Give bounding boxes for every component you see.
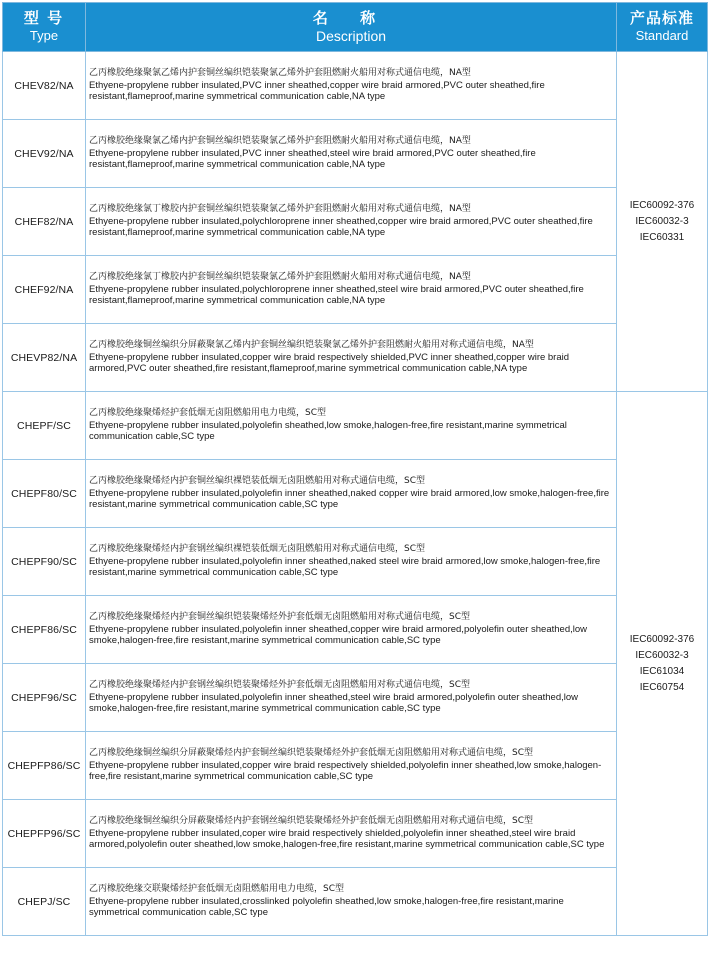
type-cell: CHEPFP96/SC: [3, 800, 86, 868]
description-cell: [86, 596, 617, 664]
table-row: [3, 392, 708, 460]
table-row: [3, 188, 708, 256]
table-row: [3, 732, 708, 800]
standard-line: IEC60092-376: [629, 199, 695, 211]
table-row: [3, 868, 708, 936]
table-row: [3, 800, 708, 868]
description-en: Ethyene-propylene rubber insulated,polyolefin inner sheathed,steel wire braid armored,polyolefin outer sheathed,low smoke,halogen-free,fire resistant,marine symmetrical communication cable,SC type: [89, 691, 579, 715]
type-cell: CHEPJ/SC: [3, 868, 86, 936]
standard-line: IEC60331: [639, 231, 685, 243]
cable-table: [2, 2, 708, 936]
standard-line: IEC61034: [639, 665, 685, 677]
description-cell: [86, 800, 617, 868]
header-description-en: Description: [315, 28, 387, 44]
header-description: [86, 3, 617, 52]
description-en: Ethyene-propylene rubber insulated,polyolefin inner sheathed,naked copper wire braid armored,low smoke,halogen-free,fire resistant,marine symmetrical communication cable,SC type: [89, 487, 610, 511]
description-en: Ethyene-propylene rubber insulated,polyolefin inner sheathed,naked steel wire braid armored,low smoke,halogen-free,fire resistant,marine symmetrical communication cable,SC type: [89, 555, 601, 579]
description-cell: [86, 528, 617, 596]
description-zh: 乙丙橡胶绝缘氯丁橡胶内护套铜丝编织铠装聚氯乙烯外护套阻燃耐火船用对称式通信电缆，NA型: [89, 272, 471, 283]
description-en: Ethyene-propylene rubber insulated,polychloroprene inner sheathed,copper wire braid armored,PVC outer sheathed,fire resistant,flameproof,marine symmetrical communication cable,NA type: [89, 215, 593, 239]
type-cell: CHEPF96/SC: [3, 664, 86, 732]
table-row: [3, 460, 708, 528]
description-zh: 乙丙橡胶绝缘聚烯烃护套低烟无卤阻燃船用电力电缆，SC型: [89, 408, 326, 419]
table-row: [3, 256, 708, 324]
description-en: Ethyene-propylene rubber insulated,polychloroprene inner sheathed,steel wire braid armored,PVC outer sheathed,fire resistant,flameproof,marine symmetrical communication cable,NA type: [89, 283, 584, 307]
description-zh: 乙丙橡胶绝缘铜丝编织分屏蔽聚氯乙烯内护套铜丝编织铠装聚氯乙烯外护套阻燃耐火船用对称式通信电缆，NA型: [89, 340, 534, 351]
description-zh: 乙丙橡胶绝缘聚烯烃内护套铜丝编织铠装聚烯烃外护套低烟无卤阻燃船用对称式通信电缆，SC型: [89, 612, 470, 623]
header-type: [3, 3, 86, 52]
description-en: Ethyene-propylene rubber insulated,PVC inner sheathed,steel wire braid armored,PVC outer sheathed,fire resistant,flameproof,marine symmetrical communication cable,NA type: [89, 147, 536, 171]
table-row: [3, 324, 708, 392]
type-cell: CHEV92/NA: [3, 120, 86, 188]
table-body: [3, 52, 708, 936]
description-zh: 乙丙橡胶绝缘铜丝编织分屏蔽聚烯烃内护套钢丝编织铠装聚烯烃外护套低烟无卤阻燃船用对称式通信电缆，SC型: [89, 816, 533, 827]
header-type-zh: 型 号: [23, 10, 65, 27]
description-cell: [86, 188, 617, 256]
header-standard-zh: 产品标准: [629, 10, 694, 27]
description-cell: [86, 52, 617, 120]
description-cell: [86, 664, 617, 732]
standard-cell: [617, 52, 708, 392]
description-en: Ethyene-propylene rubber insulated,polyolefin inner sheathed,copper wire braid armored,polyolefin outer sheathed,low smoke,halogen-free,fire resistant,marine symmetrical communication cable,SC type: [89, 623, 588, 647]
description-en: Ethyene-propylene rubber insulated,copper wire braid respectively shielded,polyolefin inner sheathed,low smoke,halogen-free,fire resistant,marine symmetrical communication cable,SC type: [89, 759, 602, 783]
header-type-en: Type: [29, 28, 59, 43]
table-header: [3, 3, 708, 52]
description-cell: [86, 324, 617, 392]
description-zh: 乙丙橡胶绝缘聚氯乙烯内护套铜丝编织铠装聚氯乙烯外护套阻燃耐火船用对称式通信电缆，NA型: [89, 68, 471, 79]
standard-line: IEC60032-3: [635, 649, 689, 661]
table-row: [3, 664, 708, 732]
description-cell: [86, 392, 617, 460]
description-cell: [86, 460, 617, 528]
table-row: [3, 596, 708, 664]
description-en: Ethyene-propylene rubber insulated,PVC inner sheathed,copper wire braid armored,PVC outer sheathed,fire resistant,flameproof,marine symmetrical communication cable,NA type: [89, 79, 545, 103]
standard-line: IEC60754: [639, 681, 685, 693]
description-cell: [86, 256, 617, 324]
type-cell: CHEPF/SC: [3, 392, 86, 460]
description-zh: 乙丙橡胶绝缘氯丁橡胶内护套铜丝编织铠装聚氯乙烯外护套阻燃耐火船用对称式通信电缆，NA型: [89, 204, 471, 215]
description-en: Ethyene-propylene rubber insulated,coper wire braid respectively shielded,polyolefin inner sheathed,steel wire braid armored,polyolefin outer sheathed,low smoke,halogen-free,fire resistant,marine symmetrical communication cable,SC type: [89, 827, 605, 851]
header-standard-en: Standard: [635, 28, 689, 43]
description-zh: 乙丙橡胶绝缘聚烯烃内护套钢丝编织铠装聚烯烃外护套低烟无卤阻燃船用对称式通信电缆，SC型: [89, 680, 470, 691]
description-cell: [86, 732, 617, 800]
type-cell: CHEPF86/SC: [3, 596, 86, 664]
header-description-zh: 名 称: [312, 10, 390, 27]
description-en: Ethyene-propylene rubber insulated,copper wire braid respectively shielded,PVC inner sheathed,copper wire braid armored,PVC outer sheathed,fire resistant,flameproof,marine symmetrical communication cable,NA type: [89, 351, 570, 375]
standard-cell: [617, 392, 708, 936]
table-row: [3, 120, 708, 188]
standard-line: IEC60032-3: [635, 215, 689, 227]
description-zh: 乙丙橡胶绝缘铜丝编织分屏蔽聚烯烃内护套铜丝编织铠装聚烯烃外护套低烟无卤阻燃船用对称式通信电缆，SC型: [89, 748, 533, 759]
type-cell: CHEPFP86/SC: [3, 732, 86, 800]
type-cell: CHEPF90/SC: [3, 528, 86, 596]
description-cell: [86, 120, 617, 188]
description-zh: 乙丙橡胶绝缘聚氯乙烯内护套铜丝编织铠装聚氯乙烯外护套阻燃耐火船用对称式通信电缆，NA型: [89, 136, 471, 147]
description-zh: 乙丙橡胶绝缘聚烯烃内护套铜丝编织裸铠装低烟无卤阻燃船用对称式通信电缆，SC型: [89, 476, 425, 487]
header-standard: [617, 3, 708, 52]
description-en: Ethyene-propylene rubber insulated,polyolefin sheathed,low smoke,halogen-free,fire resistant,marine symmetrical communication cable,SC type: [89, 419, 567, 443]
description-zh: 乙丙橡胶绝缘交联聚烯烃护套低烟无卤阻燃船用电力电缆，SC型: [89, 884, 344, 895]
type-cell: CHEF82/NA: [3, 188, 86, 256]
type-cell: CHEPF80/SC: [3, 460, 86, 528]
description-en: Ethyene-propylene rubber insulated,crosslinked polyolefin sheathed,low smoke,halogen-free,fire resistant,marine symmetrical communication cable,SC type: [89, 895, 564, 919]
description-cell: [86, 868, 617, 936]
type-cell: CHEVP82/NA: [3, 324, 86, 392]
table-row: [3, 528, 708, 596]
cable-spec-sheet: [2, 2, 707, 936]
standard-line: IEC60092-376: [629, 633, 695, 645]
description-zh: 乙丙橡胶绝缘聚烯烃内护套钢丝编织裸铠装低烟无卤阻燃船用对称式通信电缆，SC型: [89, 544, 425, 555]
type-cell: CHEF92/NA: [3, 256, 86, 324]
table-row: [3, 52, 708, 120]
type-cell: CHEV82/NA: [3, 52, 86, 120]
